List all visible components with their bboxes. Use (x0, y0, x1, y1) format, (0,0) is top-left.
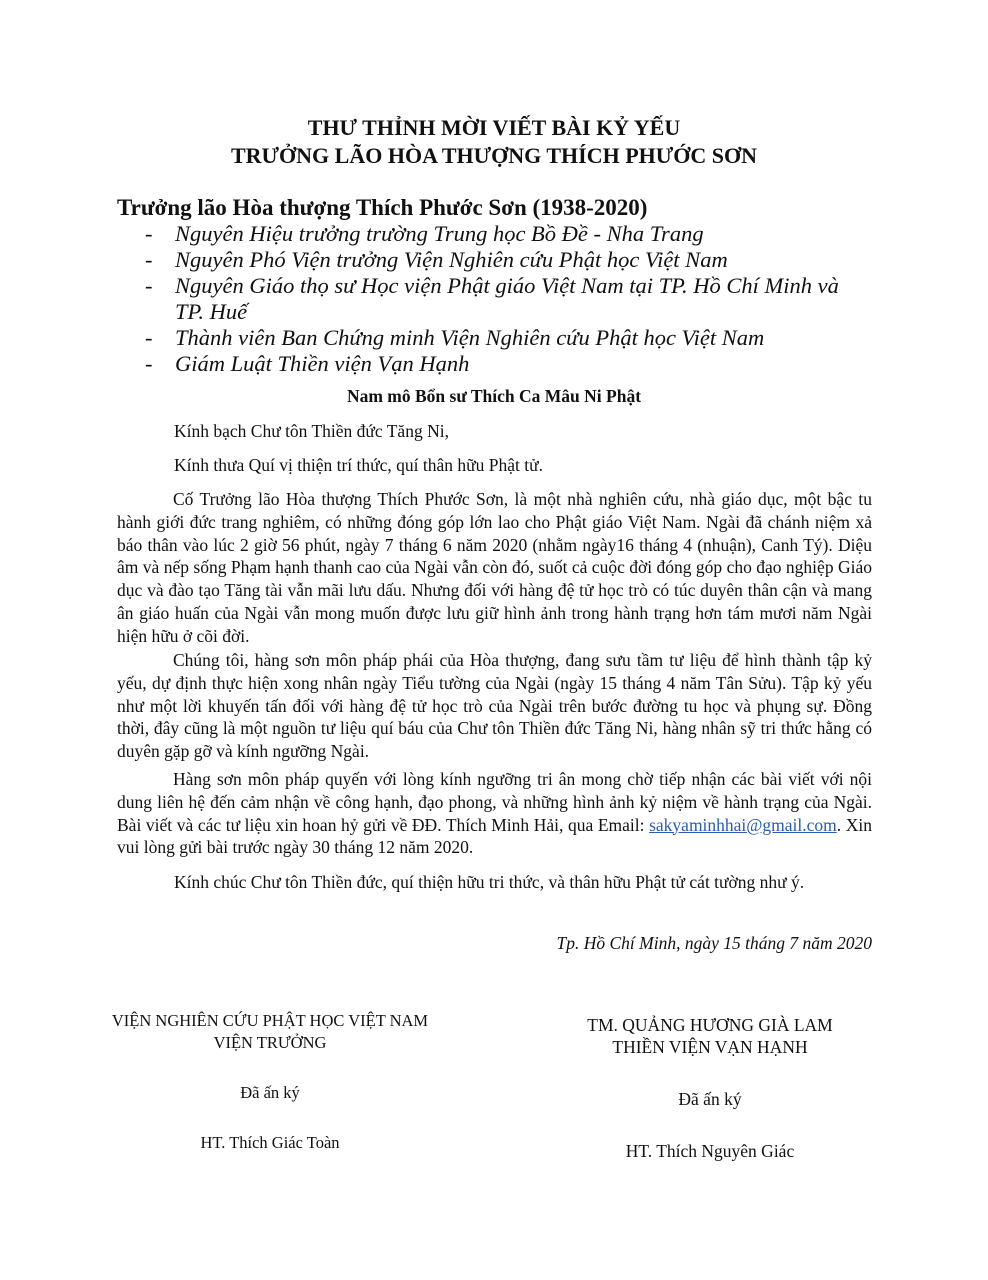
role-text: Nguyên Hiệu trưởng trường Trung học Bồ Đề - Nha Trang (175, 221, 704, 246)
role-item (145, 351, 865, 377)
document-title-line-1: THƯ THỈNH MỜI VIẾT BÀI KỶ YẾU (307, 115, 681, 140)
role-dash: - (145, 325, 153, 350)
paragraph-3-text-start: Hàng sơn môn pháp quyến với lòng kính ngưỡng tri ân mong chờ tiếp nhận các bài viết với nội dung liên hệ đến cảm nhận về công hạnh, đạo phong, và những hình ảnh kỷ niệm về hành trạng của Ngài. Bài viết và các tư liệu xin hoan hỷ gửi về ĐĐ. Thích Minh Hải, qua Email: (117, 769, 872, 835)
role-item (145, 325, 865, 351)
signed-note: Đã ấn ký (240, 1083, 300, 1102)
invocation-line: Nam mô Bổn sư Thích Ca Mâu Ni Phật (346, 386, 642, 406)
role-item (145, 273, 865, 325)
role-text: Nguyên Giáo thọ sư Học viện Phật giáo Việt Nam tại TP. Hồ Chí Minh và TP. Huế (175, 273, 839, 324)
salutation-sangha: Kính bạch Chư tôn Thiền đức Tăng Ni, (174, 421, 449, 441)
role-text: Thành viên Ban Chứng minh Viện Nghiên cứu Phật học Việt Nam (175, 325, 765, 350)
role-dash: - (145, 351, 153, 376)
role-dash: - (145, 247, 153, 272)
contact-email-link[interactable]: sakyaminhhai@gmail.com (649, 814, 837, 835)
closing-wishes: Kính chúc Chư tôn Thiền đức, quí thiện hữu tri thức, và thân hữu Phật tử cát tường như ý. (174, 872, 805, 892)
honoree-roles-list (145, 221, 865, 377)
body-paragraph-1: Cố Trưởng lão Hòa thượng Thích Phước Sơn, là một nhà nghiên cứu, nhà giáo dục, một bậc tu hành giới đức trang nghiêm, có những đóng góp lớn lao cho Phật giáo Việt Nam. Ngài đã chánh niệm xả báo thân vào lúc 2 giờ 56 phút, ngày 7 tháng 6 năm 2020 (nhằm ngày16 tháng 4 (nhuận), Canh Tý). Diệu âm và nếp sống Phạm hạnh thanh cao của Ngài vẫn còn đó, suốt cả cuộc đời đóng góp cho đạo nghiệp Giáo dục và đào tạo Tăng tài vẫn mãi lưu dấu. Nhưng đối với hàng đệ tử học trò có túc duyên thân cận và mang ân giáo huấn của Ngài vẫn mong muốn được lưu giữ hình ảnh trong hành trạng hơn tám mươi năm Ngài hiện hữu ở cõi đời. (117, 489, 872, 646)
signatory-name: HT. Thích Nguyên Giác (625, 1141, 795, 1161)
signatory-name: HT. Thích Giác Toàn (200, 1133, 340, 1152)
body-paragraph-3 (117, 768, 872, 859)
role-text: Giám Luật Thiền viện Vạn Hạnh (175, 351, 470, 376)
honoree-heading: Trưởng lão Hòa thượng Thích Phước Sơn (1938-2020) (117, 195, 648, 220)
signatory-organization: VIỆN NGHIÊN CỨU PHẬT HỌC VIỆT NAM (111, 1011, 429, 1030)
signatory-title: VIỆN TRƯỞNG (213, 1033, 327, 1052)
place-and-date: Tp. Hồ Chí Minh, ngày 15 tháng 7 năm 2020 (556, 933, 872, 953)
paragraph-3-text-end: . Xin vui lòng gửi bài trước ngày 30 tháng 12 năm 2020. (117, 814, 872, 858)
signed-note: Đã ấn ký (678, 1089, 742, 1109)
salutation-laity: Kính thưa Quí vị thiện trí thức, quí thân hữu Phật tử. (174, 455, 543, 475)
document-title-line-2: TRƯỞNG LÃO HÒA THƯỢNG THÍCH PHƯỚC SƠN (230, 143, 757, 168)
role-dash: - (145, 221, 153, 246)
signature-block-right (500, 1014, 920, 1162)
signature-block-left (60, 1010, 480, 1154)
signatory-title: THIỀN VIỆN VẠN HẠNH (612, 1037, 808, 1057)
signatory-organization: TM. QUẢNG HƯƠNG GIÀ LAM (587, 1015, 833, 1035)
role-text: Nguyên Phó Viện trưởng Viện Nghiên cứu Phật học Việt Nam (175, 247, 728, 272)
role-item (145, 221, 865, 247)
role-dash: - (145, 273, 153, 298)
role-item (145, 247, 865, 273)
body-paragraph-2: Chúng tôi, hàng sơn môn pháp phái của Hòa thượng, đang sưu tầm tư liệu để hình thành tập kỷ yếu, dự định thực hiện xong nhân ngày Tiểu tường của Ngài (ngày 15 tháng 4 năm Tân Sửu). Tập kỷ yếu như một lời khuyến tấn đối với hàng đệ tử học trò của Ngài trên bước đường tu học và phụng sự. Đồng thời, đây cũng là một nguồn tư liệu quí báu của Chư tôn Thiền đức Tăng Ni, hàng nhân sỹ tri thức hằng có duyên gặp gỡ và kính ngưỡng Ngài. (117, 650, 872, 762)
